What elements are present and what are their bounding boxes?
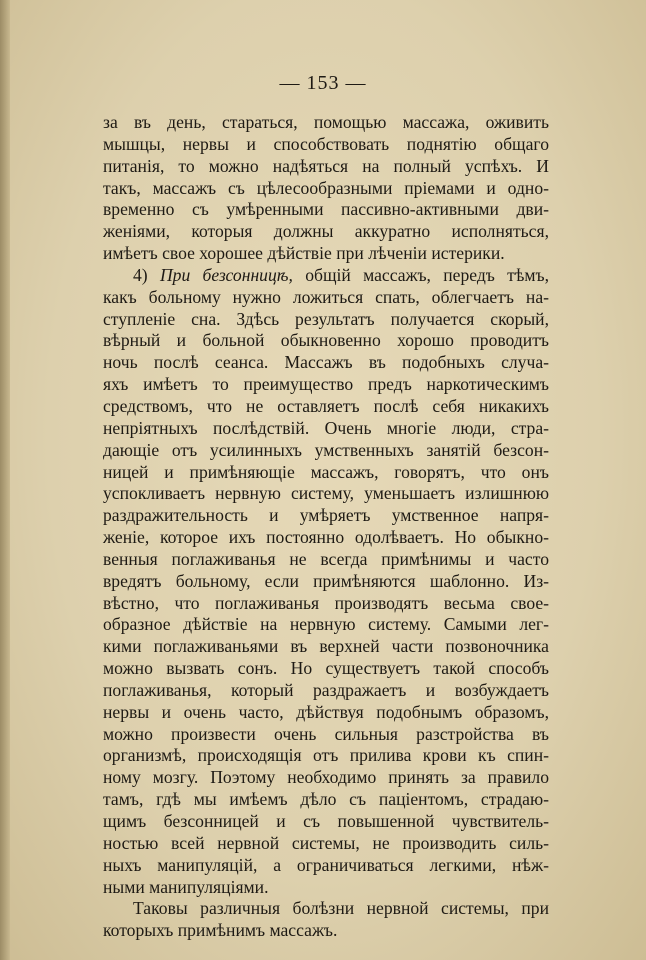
text-line: можно произвести очень сильныя разстройства въ <box>103 723 549 744</box>
text-line: вѣрный и больной обыкновенно хорошо проводитъ <box>103 330 549 351</box>
page-binding-edge <box>0 0 10 960</box>
text-line: поглаживанья, который раздражаетъ и возбуждаетъ <box>103 679 549 700</box>
text-line: такъ, массажъ съ цѣлесообразными пріемами и одно- <box>103 177 549 198</box>
text-line: вѣстно, что поглаживанья производятъ весьма свое- <box>103 592 549 613</box>
text-line: которыхъ примѣнимъ массажъ. <box>103 920 338 941</box>
text-line: средствомъ, что не оставляетъ послѣ себя никакихъ <box>103 395 549 416</box>
text-line: образное дѣйствіе на нервную систему. Самыми лег- <box>103 614 549 635</box>
text-line: ступленіе сна. Здѣсь результатъ получается скорый, <box>103 308 549 329</box>
paragraph-2-first-line <box>103 265 549 287</box>
text-line: венныя поглаживанья не всегда примѣнимы и часто <box>103 548 549 569</box>
text-line: нервы и очень часто, дѣйствуя подобнымъ образомъ, <box>103 701 549 722</box>
text-line: женіями, которыя должны аккуратно исполняться, <box>103 221 549 242</box>
text-line: имѣетъ свое хорошее дѣйствіе при лѣченіи истерики. <box>103 243 505 264</box>
text-line: кими поглаживаньями въ верхней части позвоночника <box>103 636 549 657</box>
text-line: яхъ имѣетъ то преимущество предъ наркотическимъ <box>103 374 549 395</box>
text-line: щимъ безсонницей и съ повышенной чувствитель- <box>103 811 549 831</box>
text-line: раздражительность и умѣряетъ умственное напря- <box>103 505 549 526</box>
text-line: Таковы различныя болѣзни нервной системы, при <box>133 898 549 919</box>
item-number: 4) <box>133 264 148 285</box>
italic-heading: При безсонницѣ, <box>159 264 293 285</box>
text-line: временно съ умѣренными пассивно-активными дви- <box>103 199 549 220</box>
text-line: дающіе отъ усилинныхъ умственныхъ занятій безсон- <box>103 439 549 460</box>
text-line: ными манипуляціями. <box>103 876 269 897</box>
text-line: можно вызвать сонъ. Но существуетъ такой способъ <box>103 658 549 679</box>
text-fragment: общій массажъ, передъ тѣмъ, <box>305 264 550 285</box>
text-line: питанія, то можно надѣяться на полный успѣхъ. И <box>103 155 549 176</box>
text-line: какъ больному нужно ложиться спать, облегчаетъ на- <box>103 286 549 307</box>
text-line: ному мозгу. Поэтому необходимо принять за правило <box>103 767 549 788</box>
text-line: тамъ, гдѣ мы имѣемъ дѣло съ паціентомъ, страдаю- <box>103 789 549 810</box>
text-line: ночь послѣ сеанса. Массажъ въ подобныхъ случа- <box>103 352 549 373</box>
body-text <box>103 112 549 942</box>
text-line: ницей и примѣняющіе массажъ, говорятъ, что онъ <box>103 461 549 482</box>
text-line: организмѣ, происходящія отъ прилива крови къ спин- <box>103 745 549 766</box>
text-line: женіе, которое ихъ постоянно одолѣваетъ. Но обыкно- <box>103 527 549 548</box>
text-line: ныхъ манипуляцій, а ограничиваться легкими, нѣж- <box>103 854 549 875</box>
text-line: вредятъ больному, если примѣняются шаблонно. Из- <box>103 570 549 591</box>
text-line: непріятныхъ послѣдствій. Очень многіе люди, стра- <box>103 417 549 438</box>
text-line: за въ день, стараться, помощью массажа, оживить <box>103 112 549 132</box>
page-number: — 153 — <box>279 72 367 94</box>
text-line: успокливаетъ нервную систему, уменьшаетъ излишнюю <box>103 483 549 504</box>
text-line: мышцы, нервы и способствовать поднятію общаго <box>103 133 549 154</box>
text-line: ностью всей нервной системы, не производить силь- <box>103 832 549 853</box>
